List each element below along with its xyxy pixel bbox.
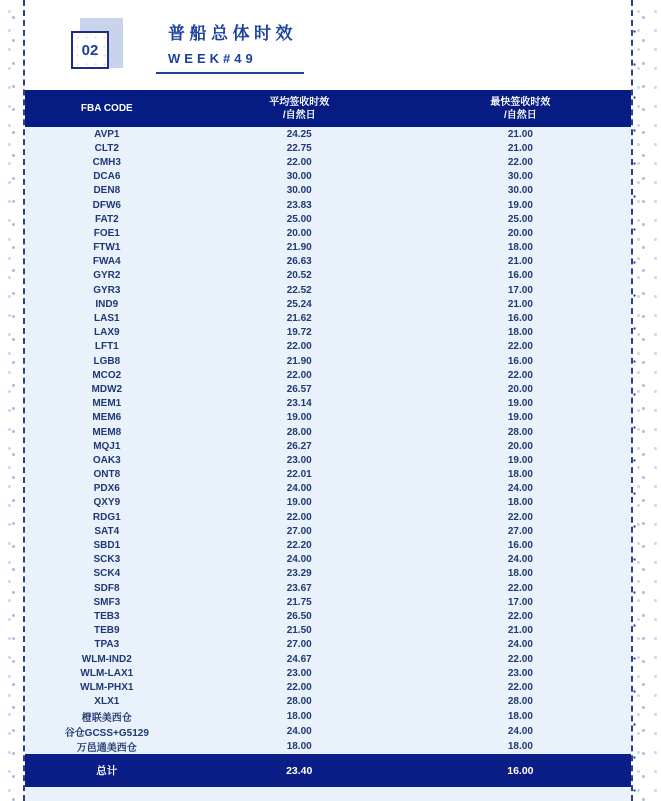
avg-days-cell: 22.52 [286,284,312,296]
avg-days-cell: 23.29 [286,568,312,580]
avg-days-cell: 21.62 [286,313,312,325]
table-row [25,553,631,567]
fastest-days-cell: 22.00 [507,341,533,353]
fba-code-cell: TEB3 [94,610,120,622]
fastest-days-cell: 28.00 [507,696,533,708]
avg-days-cell: 18.00 [286,710,312,722]
fastest-days-cell: 21.00 [507,298,533,310]
table-row [25,212,631,226]
fastest-days-cell: 27.00 [507,525,533,537]
fastest-days-cell: 23.00 [507,667,533,679]
fba-code-cell: IND9 [95,298,119,310]
avg-days-cell: 23.00 [286,454,312,466]
fastest-days-cell: 22.00 [507,156,533,168]
avg-days-cell: 26.63 [286,256,312,268]
fba-code-cell: LAX9 [94,327,120,339]
timeliness-table [25,90,631,801]
table-row [25,226,631,240]
table-row [25,141,631,155]
avg-days-cell: 22.01 [286,469,312,481]
fastest-days-cell: 30.00 [507,185,533,197]
table-row [25,739,631,754]
fba-code-cell: DEN8 [93,185,121,197]
fba-code-cell: SMF3 [93,596,121,608]
fastest-days-cell: 19.00 [507,398,533,410]
fba-code-cell: WLM-IND2 [81,653,132,665]
fba-code-cell: MCO2 [92,369,122,381]
table-body [25,127,631,754]
fastest-days-cell: 18.00 [507,740,533,752]
avg-days-cell: 28.00 [286,426,312,438]
table-row [25,724,631,739]
fastest-days-cell: 28.00 [507,426,533,438]
title-block [168,19,304,74]
fba-code-cell: DFW6 [92,199,121,211]
fastest-days-cell: 18.00 [507,327,533,339]
fba-code-cell: AVP1 [94,128,120,140]
table-row [25,567,631,581]
avg-days-cell: 19.00 [286,412,312,424]
fastest-days-cell: 24.00 [507,483,533,495]
fastest-days-cell: 19.00 [507,412,533,424]
avg-days-cell: 22.00 [286,511,312,523]
table-row [25,255,631,269]
fba-code-cell: MEM1 [92,398,122,410]
table-row [25,269,631,283]
content-panel [23,0,633,801]
table-row [25,524,631,538]
fba-code-cell: SCK4 [93,568,121,580]
fastest-days-cell: 20.00 [507,383,533,395]
fba-code-cell: RDG1 [92,511,121,523]
fba-code-cell: PDX6 [93,483,120,495]
fastest-days-cell: 18.00 [507,497,533,509]
fba-code-cell: GYR2 [93,270,121,282]
table-row [25,127,631,141]
table-row [25,241,631,255]
fba-code-cell: DCA6 [93,171,121,183]
fastest-days-cell: 20.00 [507,227,533,239]
fba-code-cell: CLT2 [94,142,119,154]
table-row [25,496,631,510]
fastest-days-cell: 18.00 [507,242,533,254]
table-row [25,538,631,552]
table-row [25,439,631,453]
avg-days-cell: 24.00 [286,483,312,495]
fastest-days-cell: 22.00 [507,369,533,381]
avg-days-cell: 24.25 [286,128,312,140]
section-number-badge [71,31,109,69]
avg-days-cell: 25.00 [286,213,312,225]
fastest-days-cell: 21.00 [507,142,533,154]
avg-days-cell: 21.90 [286,242,312,254]
fastest-days-cell: 24.00 [507,554,533,566]
avg-days-cell: 23.00 [286,667,312,679]
fastest-days-cell: 20.00 [507,440,533,452]
fastest-days-cell: 18.00 [507,710,533,722]
column-header-avg-title: 平均签收时效 [269,96,330,108]
fastest-days-cell: 21.00 [507,625,533,637]
fba-code-cell: MEM8 [92,426,122,438]
avg-days-cell: 23.67 [286,582,312,594]
table-row [25,283,631,297]
fba-code-cell: MDW2 [91,383,123,395]
week-label: WEEK#49 [168,51,257,66]
fba-code-cell: FWA4 [92,256,121,268]
total-fastest-value: 16.00 [507,764,534,777]
fba-code-cell: 万邑通美西仓 [76,742,137,754]
fba-code-cell: QXY9 [93,497,121,509]
fba-code-cell: FTW1 [93,242,121,254]
fba-code-cell: FOE1 [93,227,120,239]
avg-days-cell: 26.27 [286,440,312,452]
table-row [25,609,631,623]
fastest-days-cell: 24.00 [507,725,533,737]
title-underline [156,72,304,74]
fastest-days-cell: 16.00 [507,540,533,552]
avg-days-cell: 19.72 [286,327,312,339]
table-row [25,666,631,680]
fba-code-cell: LGB8 [93,355,121,367]
fastest-days-cell: 22.00 [507,653,533,665]
table-row [25,468,631,482]
fastest-days-cell: 22.00 [507,582,533,594]
avg-days-cell: 27.00 [286,525,312,537]
table-row [25,326,631,340]
avg-days-cell: 21.90 [286,355,312,367]
fba-code-cell: 橙联美西仓 [81,712,132,724]
fastest-days-cell: 22.00 [507,681,533,693]
fastest-days-cell: 17.00 [507,596,533,608]
fastest-days-cell: 22.00 [507,610,533,622]
fba-code-cell: MQJ1 [93,440,121,452]
table-header-row [25,90,631,127]
section-number: 02 [81,41,99,59]
table-row [25,382,631,396]
report-header [25,0,631,90]
fba-code-cell: ONT8 [93,469,121,481]
avg-days-cell: 25.24 [286,298,312,310]
fba-code-cell: SBD1 [93,540,121,552]
table-row [25,184,631,198]
table-row [25,198,631,212]
fastest-days-cell: 16.00 [507,270,533,282]
column-header-fastest-days [410,96,631,122]
avg-days-cell: 24.67 [286,653,312,665]
fba-code-cell: WLM-PHX1 [80,681,134,693]
table-row [25,581,631,595]
avg-days-cell: 26.50 [286,610,312,622]
table-row [25,624,631,638]
fastest-days-cell: 25.00 [507,213,533,225]
avg-days-cell: 22.00 [286,369,312,381]
fba-code-cell: TEB9 [94,625,120,637]
table-row [25,638,631,652]
fba-code-cell: OAK3 [92,454,121,466]
fastest-days-cell: 16.00 [507,313,533,325]
fastest-days-cell: 19.00 [507,199,533,211]
table-row [25,155,631,169]
avg-days-cell: 21.75 [286,596,312,608]
total-avg-value: 23.40 [286,764,313,777]
avg-days-cell: 23.83 [286,199,312,211]
fba-code-cell: TPA3 [94,639,120,651]
avg-days-cell: 22.75 [286,142,312,154]
table-row [25,709,631,724]
fba-code-cell: SDF8 [94,582,120,594]
table-row [25,595,631,609]
fastest-days-cell: 30.00 [507,171,533,183]
avg-days-cell: 24.00 [286,725,312,737]
table-row [25,510,631,524]
avg-days-cell: 22.00 [286,156,312,168]
fastest-days-cell: 22.00 [507,511,533,523]
fba-code-cell: FAT2 [94,213,119,225]
avg-days-cell: 19.00 [286,497,312,509]
avg-days-cell: 20.00 [286,227,312,239]
avg-days-cell: 30.00 [286,185,312,197]
table-row [25,482,631,496]
fba-code-cell: SAT4 [94,525,120,537]
fba-code-cell: LAS1 [94,313,120,325]
table-total-row [25,754,631,787]
fastest-days-cell: 24.00 [507,639,533,651]
table-row [25,340,631,354]
table-row [25,170,631,184]
avg-days-cell: 23.14 [286,398,312,410]
avg-days-cell: 30.00 [286,171,312,183]
fba-code-cell: 谷仓GCSS+G5129 [64,727,149,739]
table-row [25,354,631,368]
avg-days-cell: 24.00 [286,554,312,566]
avg-days-cell: 21.50 [286,625,312,637]
fastest-days-cell: 19.00 [507,454,533,466]
fba-code-cell: WLM-LAX1 [80,667,134,679]
avg-days-cell: 22.00 [286,681,312,693]
column-header-avg-days [189,96,410,122]
table-row [25,695,631,709]
fba-code-cell: GYR3 [93,284,121,296]
avg-days-cell: 28.00 [286,696,312,708]
avg-days-cell: 22.00 [286,341,312,353]
table-row [25,680,631,694]
column-header-avg-subtitle: /自然日 [282,109,316,121]
avg-days-cell: 18.00 [286,740,312,752]
fastest-days-cell: 18.00 [507,568,533,580]
total-label: 总计 [96,765,118,777]
avg-days-cell: 27.00 [286,639,312,651]
avg-days-cell: 26.57 [286,383,312,395]
fastest-days-cell: 21.00 [507,128,533,140]
column-header-fba-code: FBA CODE [80,103,133,114]
table-row [25,368,631,382]
table-row [25,652,631,666]
page-title: 普船总体时效 [168,24,297,43]
table-row [25,297,631,311]
avg-days-cell: 22.20 [286,540,312,552]
avg-days-cell: 20.52 [286,270,312,282]
table-row [25,397,631,411]
fba-code-cell: SCK3 [93,554,121,566]
column-header-fastest-subtitle: /自然日 [504,109,537,121]
table-row [25,411,631,425]
fba-code-cell: MEM6 [92,412,122,424]
fba-code-cell: CMH3 [92,156,121,168]
fastest-days-cell: 16.00 [507,355,533,367]
table-row [25,453,631,467]
fba-code-cell: XLX1 [94,696,120,708]
fastest-days-cell: 18.00 [507,469,533,481]
fastest-days-cell: 17.00 [507,284,533,296]
column-header-fastest-title: 最快签收时效 [490,96,551,108]
table-row [25,425,631,439]
table-row [25,311,631,325]
fba-code-cell: LFT1 [94,341,119,353]
fastest-days-cell: 21.00 [507,256,533,268]
